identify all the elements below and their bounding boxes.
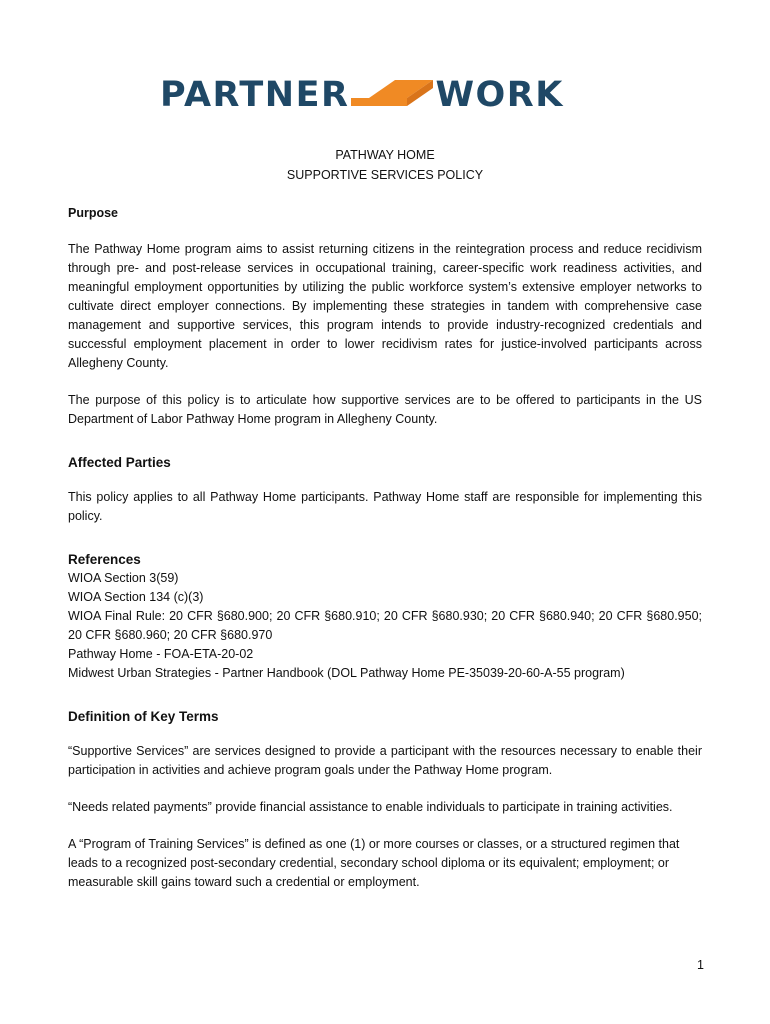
affected-parties-paragraph: This policy applies to all Pathway Home participants. Pathway Home staff are responsible for implementing this policy. bbox=[68, 490, 702, 523]
purpose-paragraph-2: The purpose of this policy is to articulate how supportive services are to be offered to participants in the US Department of Labor Pathway Home program in Allegheny County. bbox=[68, 393, 702, 426]
definition-supportive-services: “Supportive Services” are services designed to provide a participant with the resources necessary to enable their participation in activities and achieve program goals under the Pathway Home program. bbox=[68, 744, 702, 777]
document-title bbox=[68, 145, 702, 185]
page-number: 1 bbox=[697, 958, 704, 972]
reference-item: WIOA Section 3(59) bbox=[68, 571, 179, 585]
reference-item: WIOA Final Rule: 20 CFR §680.900; 20 CFR §680.910; 20 CFR §680.930; 20 CFR §680.940; 20 CFR §680.950; 20 CFR §680.960; 20 CFR §680.970 bbox=[68, 609, 702, 642]
reference-item: Midwest Urban Strategies - Partner Handbook (DOL Pathway Home PE-35039-20-60-A-55 program) bbox=[68, 666, 625, 680]
purpose-paragraph-1: The Pathway Home program aims to assist returning citizens in the reintegration process and reduce recidivism through pre- and post-release services in occupational training, career-specific work readiness activities, and meaningful employment opportunities by utilizing the public workforce system’s extensive employer networks to cultivate direct employer connections. By implementing these strategies in tandem with comprehensive case management and supportive services, this program intends to provide industry-recognized credentials and successful employment placement in order to lower recidivism rates for justice-involved participants across Allegheny County. bbox=[68, 242, 702, 370]
purpose-heading: Purpose bbox=[68, 206, 119, 220]
references-list bbox=[68, 569, 702, 683]
title-line-2: SUPPORTIVE SERVICES POLICY bbox=[286, 168, 484, 182]
logo-text-partner: PARTNER bbox=[160, 75, 350, 115]
partner4work-logo bbox=[160, 75, 610, 115]
affected-parties-heading: Affected Parties bbox=[68, 455, 171, 470]
definition-program-of-training-services: A “Program of Training Services” is defined as one (1) or more courses or classes, or a structured regimen that leads to a recognized post-secondary credential, secondary school diploma or its equivalent; employment; or measurable skill gains toward such a credential or employment. bbox=[68, 837, 680, 889]
definitions-heading: Definition of Key Terms bbox=[68, 709, 219, 724]
logo-arrow-icon bbox=[349, 78, 435, 112]
document-body bbox=[68, 204, 702, 910]
reference-item: Pathway Home - FOA-ETA-20-02 bbox=[68, 647, 254, 661]
definition-needs-related-payments: “Needs related payments” provide financial assistance to enable individuals to participate in training activities. bbox=[68, 800, 673, 814]
title-line-1: PATHWAY HOME bbox=[335, 148, 435, 162]
logo-text-work: WORK bbox=[435, 75, 564, 115]
reference-item: WIOA Section 134 (c)(3) bbox=[68, 590, 204, 604]
references-heading: References bbox=[68, 552, 141, 567]
